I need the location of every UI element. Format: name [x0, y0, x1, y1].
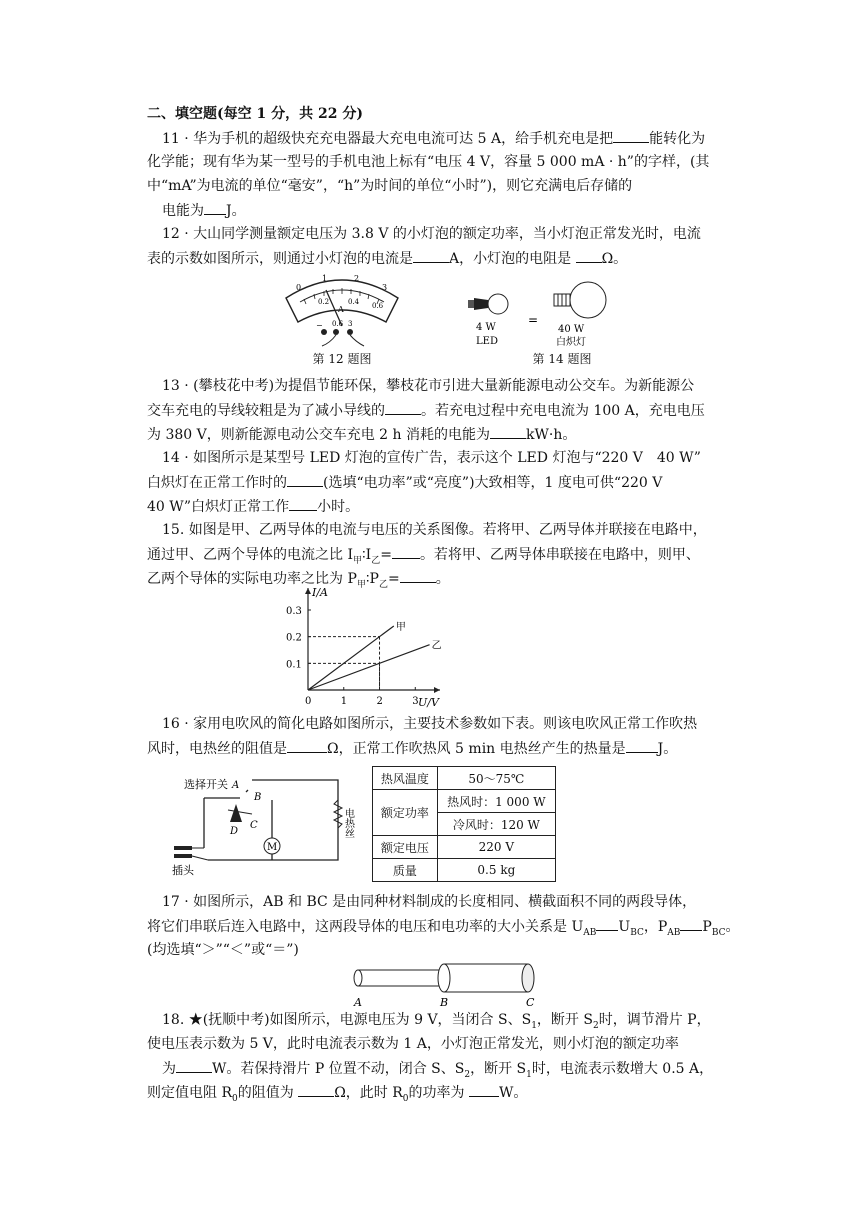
led-label: LED: [476, 336, 498, 347]
q11-line2: 化学能；现有华为某一型号的手机电池上标有“电压 4 V，容量 5 000 mA · h”的字样，(其: [147, 154, 710, 170]
node-d: D: [230, 826, 239, 837]
switch-label: 选择开关: [184, 778, 228, 791]
bulbs-figure: [462, 280, 622, 348]
x-axis-arrow: [434, 687, 440, 693]
q15-line3: 乙两个导体的实际电功率之比为 $P_甲∶P_乙=$ 。: [147, 568, 450, 595]
q16-line1: 16 · 家用电吹风的简化电路如图所示，主要技术参数如下表。则该电吹风正常工作吹热: [162, 716, 698, 732]
ammeter-unit: A: [338, 305, 344, 314]
plug-icon: [174, 846, 192, 850]
q14-line3: 40 W”白炽灯正常工作 小时。: [147, 496, 359, 517]
q11-line4: 电能为 J。: [162, 200, 246, 221]
table-row: 额定功率 热风时：1 000 W: [373, 790, 556, 813]
q12-blank1[interactable]: [413, 248, 449, 263]
table-row: 冷风时：120 W: [373, 813, 556, 836]
q14-line1: 14 · 如图所示是某型号 LED 灯泡的宣传广告，表示这个 LED 灯泡与“220 V 40 W”: [162, 450, 701, 466]
spec-table: [372, 766, 556, 882]
q18-line4: 则定值电阻 $R_0$的阻值为 Ω，此时 $R_0$的功率为 W。: [147, 1082, 527, 1109]
q13-line1: 13 · (攀枝花中考)为提倡节能环保，攀枝花市引进大量新能源电动公交车。为新能源公: [162, 378, 695, 394]
ammeter-figure: [282, 268, 402, 346]
q18-line2: 使电压表示数为 5 V，此时电流表示数为 1 A，小灯泡正常发光，则小灯泡的额定功率: [147, 1036, 679, 1052]
y-tick-label: 0.2: [286, 632, 302, 644]
q18-line3: 为 W。若保持滑片 P 位置不动，闭合 S、$S_2$，断开 $S_1$时，电流表示数增大 0.5 A，: [162, 1058, 713, 1085]
q15-line1: 15. 如图是甲、乙两导体的电流与电压的关系图像。若将甲、乙两导体并联接在电路中，: [162, 522, 707, 538]
node-b: B: [254, 792, 262, 803]
q17-blank1[interactable]: [596, 916, 618, 931]
incandescent-bulb-icon: [570, 282, 606, 318]
section-heading: 二、填空题(每空 1 分，共 22 分): [147, 106, 363, 122]
node-a: A: [232, 780, 240, 791]
terminal-3: 3: [348, 320, 353, 328]
scale-top-3: 3: [382, 283, 388, 292]
q17-blank2[interactable]: [680, 916, 702, 931]
scale-bottom-06: 0.6: [372, 302, 384, 310]
terminal-minus: −: [316, 321, 323, 330]
point-b: B: [440, 996, 449, 1009]
q13-blank1[interactable]: [385, 400, 421, 415]
q18-blank3[interactable]: [469, 1082, 499, 1097]
incandescent-label: 白炽灯: [556, 337, 586, 348]
switch-blade-icon: [230, 804, 242, 822]
led-bulb-icon: [474, 298, 488, 310]
q15-line2: 通过甲、乙两个导体的电流之比 $I_甲∶I_乙=$ 。若将甲、乙两导体串联接在电路中，则甲、: [147, 544, 700, 571]
y-axis-arrow: [305, 588, 311, 594]
x-axis-label: U/V: [418, 696, 439, 709]
q16-blank2[interactable]: [626, 738, 658, 753]
heater-label: 电热丝: [342, 808, 354, 838]
q15-blank2[interactable]: [400, 568, 436, 583]
scale-top-1: 1: [322, 274, 328, 283]
equals-sign: =: [528, 313, 539, 327]
motor-label: M: [267, 842, 278, 853]
q11-blank2[interactable]: [204, 200, 226, 215]
table-row: 热风温度 50～75℃: [373, 767, 556, 790]
plug-label: 插头: [172, 864, 194, 877]
point-a: A: [354, 996, 362, 1009]
q13-line3: 为 380 V，则新能源电动公交车充电 2 h 消耗的电能为 kW·h。: [147, 424, 576, 445]
q18-line1: 18. ★(抚顺中考)如图所示，电源电压为 9 V，当闭合 S、$S_1$，断开 $S_2$时，调节滑片 P，: [162, 1012, 711, 1031]
series-line-1: [308, 626, 394, 690]
q17-line1: 17 · 如图所示，AB 和 BC 是由同种材料制成的长度相同、横截面积不同的两段导体，: [162, 894, 697, 910]
q15-blank1[interactable]: [392, 544, 420, 559]
q14-blank1[interactable]: [287, 472, 323, 487]
series-label-1: 甲: [395, 622, 406, 633]
conductor-figure: [350, 958, 540, 1008]
scale-bottom-04: 0.4: [348, 298, 360, 306]
q18-blank2[interactable]: [298, 1082, 334, 1097]
q16-line2: 风时，电热丝的阻值是 Ω，正常工作吹热风 5 min 电热丝产生的热量是 J。: [147, 738, 677, 759]
table-row: 额定电压 220 V: [373, 836, 556, 859]
x-tick-label: 0: [305, 696, 312, 707]
q16-blank1[interactable]: [287, 738, 327, 753]
incandescent-power: 40 W: [558, 324, 585, 335]
q12-line1: 12 · 大山同学测量额定电压为 3.8 V 的小灯泡的额定功率，当小灯泡正常发光时，电流: [162, 226, 701, 242]
x-tick-label: 1: [340, 696, 348, 707]
q14-blank2[interactable]: [289, 496, 317, 511]
q11-blank1[interactable]: [613, 128, 649, 143]
point-c: C: [526, 996, 535, 1009]
q11-line3: 中“mA”为电流的单位“毫安”，“h”为时间的单位“小时”)，则它充满电后存储的: [147, 178, 633, 194]
q13-line2: 交车充电的导线较粗是为了减小导线的 。若充电过程中充电电流为 100 A，充电电压: [147, 400, 705, 421]
node-c: C: [250, 820, 258, 831]
q11-line1: 11 · 华为手机的超级快充充电器最大充电电流可达 5 A，给手机充电是把 能转化为: [162, 128, 705, 149]
scale-top-0: 0: [296, 283, 302, 292]
q18-blank1[interactable]: [176, 1058, 212, 1073]
y-tick-label: 0.1: [286, 659, 302, 671]
table-row: 质量 0.5 kg: [373, 859, 556, 882]
series-line-2: [308, 645, 430, 690]
y-axis-label: I/A: [312, 586, 328, 599]
terminal-06: 0.6: [332, 320, 344, 328]
q12-line2: 表的示数如图所示，则通过小灯泡的电流是 A，小灯泡的电阻是 Ω。: [147, 248, 627, 269]
scale-top-2: 2: [354, 274, 360, 283]
scale-bottom-02: 0.2: [318, 298, 330, 306]
x-tick-label: 3: [412, 696, 419, 707]
hairdryer-circuit: [168, 770, 368, 877]
fig14-caption: 第 14 题图: [532, 352, 592, 366]
q14-line2: 白炽灯在正常工作时的 (选填“电功率”或“亮度”)大致相等，1 度电可供“220 V: [147, 472, 662, 493]
led-power: 4 W: [476, 322, 496, 333]
series-label-2: 乙: [431, 640, 442, 652]
q13-blank2[interactable]: [490, 424, 526, 439]
fig12-caption: 第 12 题图: [312, 352, 372, 366]
q17-line3: (均选填“＞”“＜”或“＝”): [147, 942, 299, 958]
q12-blank2[interactable]: [576, 248, 602, 263]
iu-chart: [282, 586, 452, 710]
y-tick-label: 0.3: [286, 606, 302, 617]
x-tick-label: 2: [376, 696, 383, 707]
q17-line2: 将它们串联后连入电路中，这两段导体的电压和电功率的大小关系是 $U_{AB}$ $U_{BC}$，$P_{AB}$ $P_{BC}$。: [147, 916, 740, 943]
